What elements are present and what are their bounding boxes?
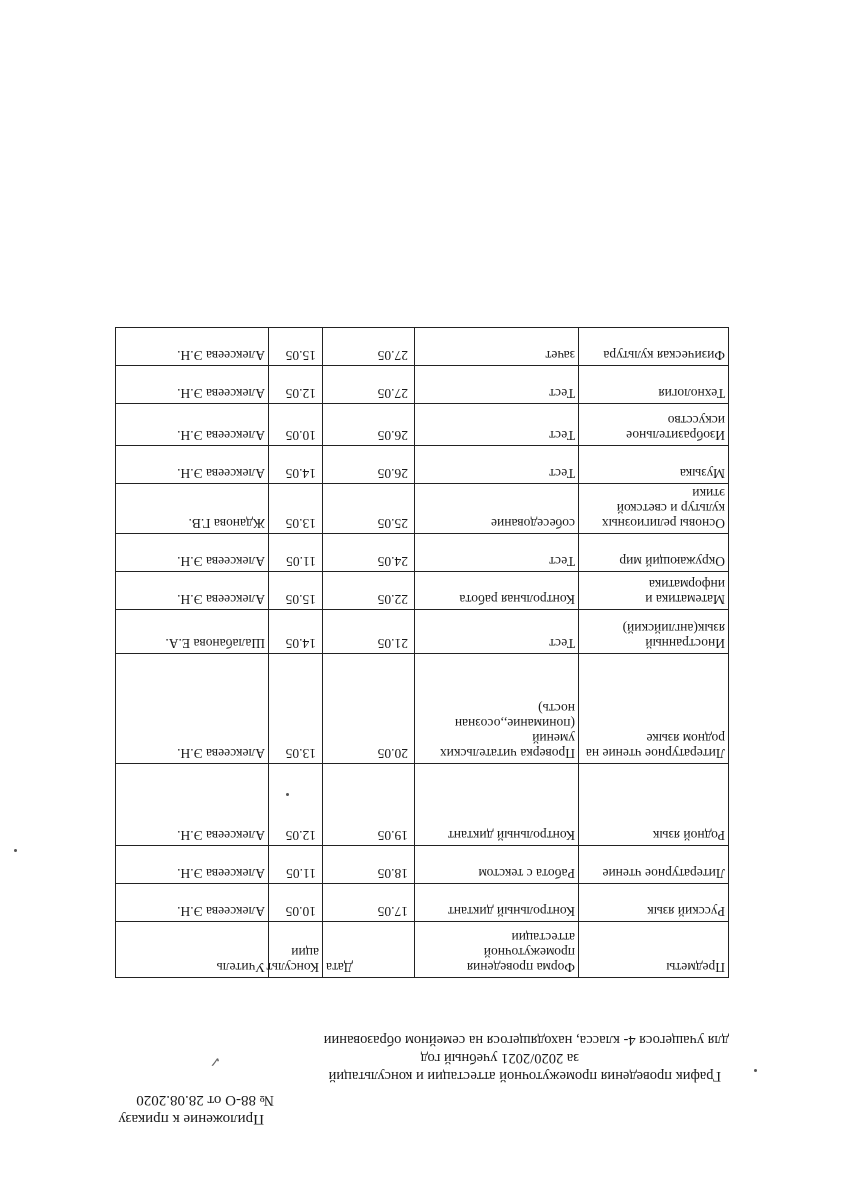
consultation-cell: 13.05 — [269, 484, 323, 534]
date-cell: 22.05 — [323, 572, 415, 610]
teacher-cell: Алексеева Э.Н. — [116, 534, 269, 572]
consultation-cell: 14.05 — [269, 610, 323, 654]
subject-cell: Технология — [579, 366, 729, 404]
subject-cell: Русский язык — [579, 884, 729, 922]
date-cell: 19.05 — [323, 764, 415, 846]
form-cell: Контрольный диктант — [415, 884, 579, 922]
teacher-cell: Алексеева Э.Н. — [116, 366, 269, 404]
table-row — [116, 404, 729, 446]
consultation-cell: 15.05 — [269, 328, 323, 366]
teacher-cell: Алексеева Э.Н. — [116, 446, 269, 484]
schedule-table — [115, 327, 729, 978]
table-row — [116, 884, 729, 922]
date-cell: 21.05 — [323, 610, 415, 654]
form-cell: собеседование — [415, 484, 579, 534]
consultation-cell: 12.05 — [269, 764, 323, 846]
date-cell: 27.05 — [323, 366, 415, 404]
form-cell: Тест — [415, 366, 579, 404]
header-consultation: Консульт ации — [269, 922, 323, 978]
form-cell: Работа с текстом — [415, 846, 579, 884]
form-cell: Тест — [415, 446, 579, 484]
form-cell: Проверка читательских умений (понимание,,осознан ность) — [415, 654, 579, 764]
annex-reference — [118, 1090, 274, 1128]
header-teacher: Учитель — [116, 922, 269, 978]
table-row — [116, 654, 729, 764]
consultation-cell: 14.05 — [269, 446, 323, 484]
document-heading — [109, 1031, 729, 1085]
table-row — [116, 534, 729, 572]
consultation-cell: 10.05 — [269, 884, 323, 922]
header-form: Форма проведения промежуточной аттестации — [415, 922, 579, 978]
subject-cell: Литературное чтение — [579, 846, 729, 884]
teacher-cell: Шалабанова Е.А. — [116, 610, 269, 654]
consultation-cell: 11.05 — [269, 846, 323, 884]
heading-line-2: за 2020/2021 учебный год — [420, 1050, 579, 1066]
heading-line-3: для учащегося 4- класса, находящегося на семейном образовании — [323, 1032, 729, 1048]
table-row — [116, 610, 729, 654]
subject-cell: Основы религиозных культур и светской этики — [579, 484, 729, 534]
table-row — [116, 446, 729, 484]
form-cell: Контрольный диктант — [415, 764, 579, 846]
date-cell: 26.05 — [323, 404, 415, 446]
subject-cell: Физическая культура — [579, 328, 729, 366]
teacher-cell: Алексеева Э.Н. — [116, 884, 269, 922]
consultation-cell: 11.05 — [269, 534, 323, 572]
consultation-cell: 10.05 — [269, 404, 323, 446]
pen-tick-icon: ✓ — [209, 1053, 221, 1068]
consultation-cell: 15.05 — [269, 572, 323, 610]
scan-speck-icon — [754, 1069, 757, 1072]
table-row — [116, 846, 729, 884]
form-cell: Тест — [415, 610, 579, 654]
subject-cell: Математика и информатика — [579, 572, 729, 610]
subject-cell: Изобразительное искусство — [579, 404, 729, 446]
annex-line-2: № 88-О от 28.08.2020 — [136, 1092, 274, 1108]
teacher-cell: Алексеева Э.Н. — [116, 404, 269, 446]
table-row — [116, 328, 729, 366]
teacher-cell: Алексеева Э.Н. — [116, 654, 269, 764]
date-cell: 26.05 — [323, 446, 415, 484]
date-cell: 25.05 — [323, 484, 415, 534]
subject-cell: Литературное чтение на родном языке — [579, 654, 729, 764]
form-cell: Тест — [415, 534, 579, 572]
subject-cell: Окружающий мир — [579, 534, 729, 572]
date-cell: 18.05 — [323, 846, 415, 884]
consultation-cell: 13.05 — [269, 654, 323, 764]
date-cell: 27.05 — [323, 328, 415, 366]
teacher-cell: Алексеева Э.Н. — [116, 572, 269, 610]
consultation-cell: 12.05 — [269, 366, 323, 404]
form-cell: зачет — [415, 328, 579, 366]
header-subject: Предметы — [579, 922, 729, 978]
date-cell: 20.05 — [323, 654, 415, 764]
form-cell: Тест — [415, 404, 579, 446]
date-cell: 24.05 — [323, 534, 415, 572]
subject-cell: Родной язык — [579, 764, 729, 846]
form-cell: Контрольная работа — [415, 572, 579, 610]
annex-line-1: Приложение к приказу — [118, 1111, 264, 1127]
date-cell: 17.05 — [323, 884, 415, 922]
teacher-cell: Жданова Г.В. — [116, 484, 269, 534]
teacher-cell: Алексеева Э.Н. — [116, 328, 269, 366]
table-row — [116, 764, 729, 846]
table-row — [116, 366, 729, 404]
table-row — [116, 572, 729, 610]
teacher-cell: Алексеева Э.Н. — [116, 764, 269, 846]
teacher-cell: Алексеева Э.Н. — [116, 846, 269, 884]
heading-line-1: График проведения промежуточной аттестации и консультаций — [328, 1068, 721, 1084]
subject-cell: Музыка — [579, 446, 729, 484]
subject-cell: Иностранный язык(английский) — [579, 610, 729, 654]
table-row — [116, 484, 729, 534]
scan-speck-icon — [14, 849, 17, 852]
header-date: Дата — [323, 922, 415, 978]
table-header-row — [116, 922, 729, 978]
